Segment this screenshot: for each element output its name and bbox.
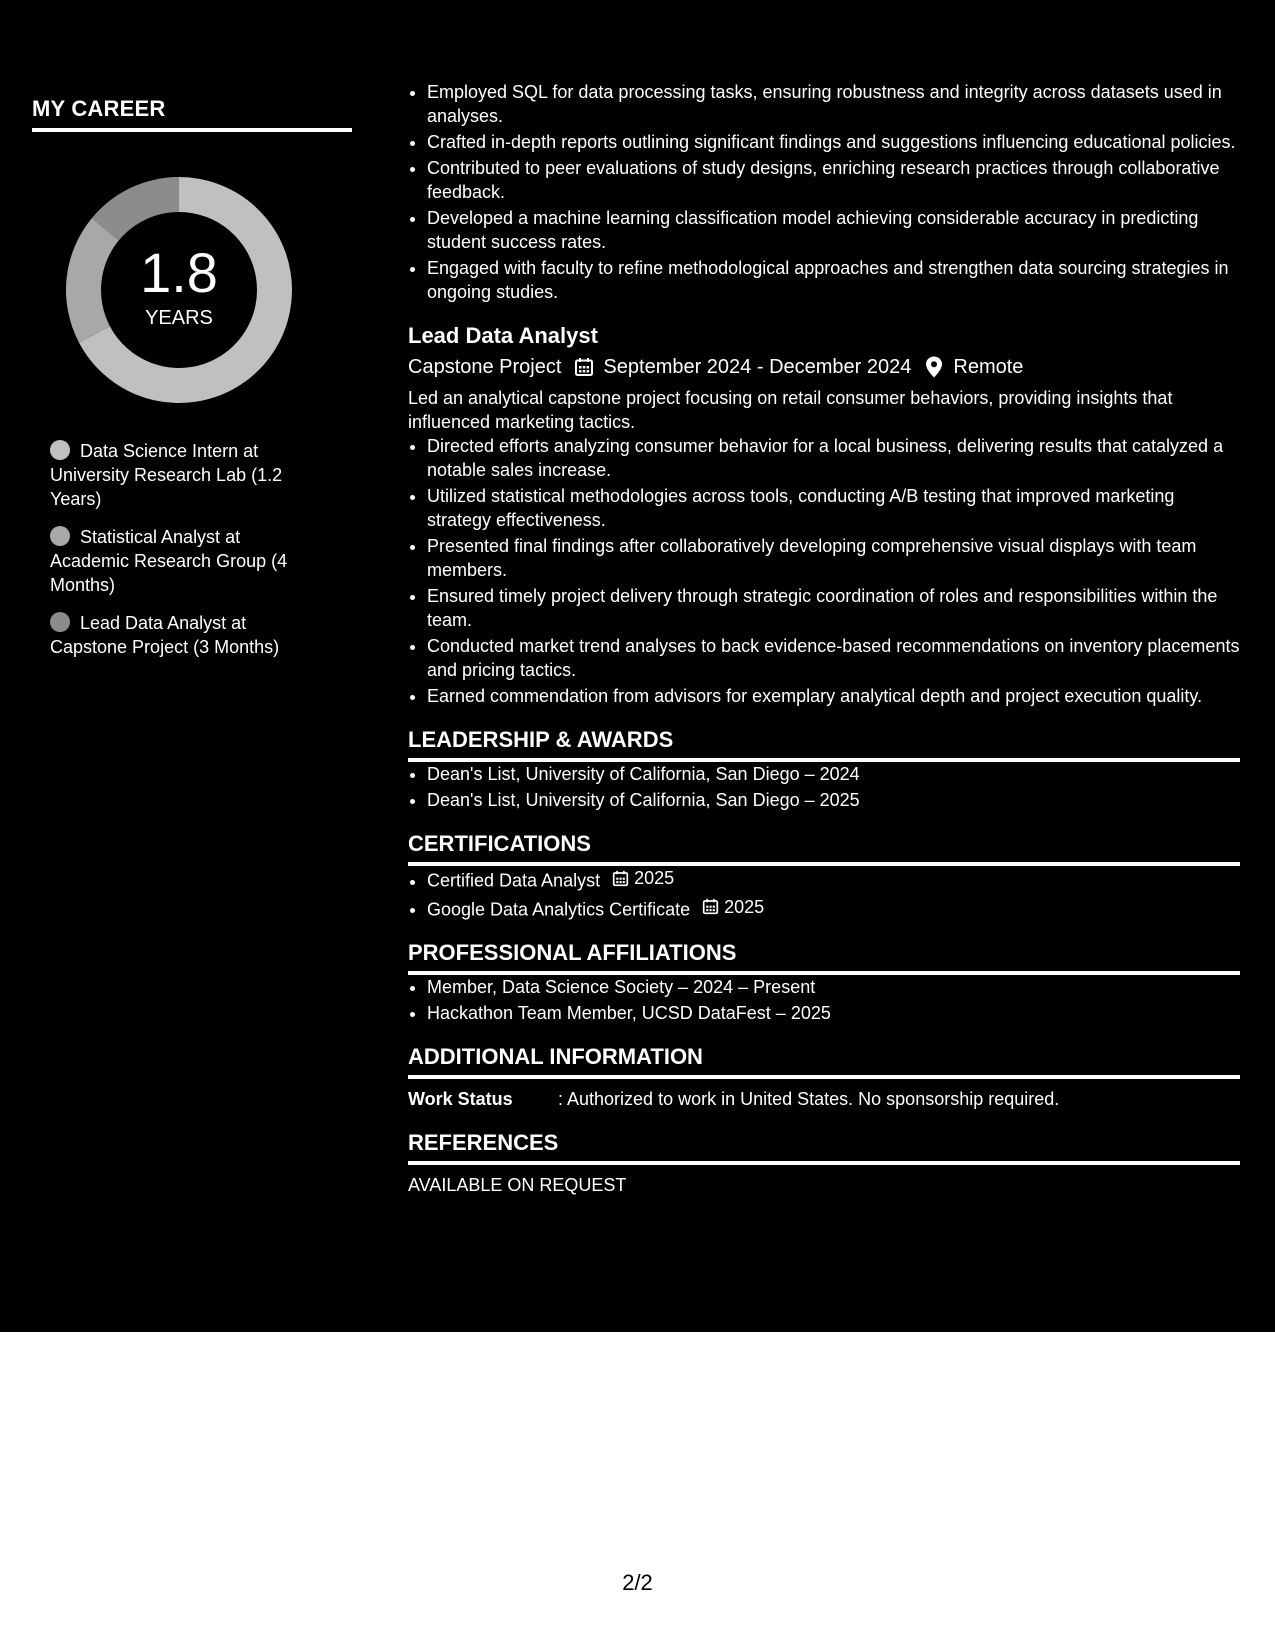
- legend-item: [50, 525, 320, 597]
- list-item: • Utilized statistical methodologies across tools, conducting A/B testing that improved marketing strategy effectiveness.: [427, 484, 1240, 532]
- list-item: • Employed SQL for data processing tasks, ensuring robustness and integrity across datasets used in analyses.: [427, 80, 1240, 128]
- section-heading-certifications: CERTIFICATIONS: [408, 830, 1240, 866]
- job-dates: September 2024 - December 2024: [603, 356, 912, 378]
- list-item: • Crafted in-depth reports outlining significant findings and suggestions influencing educational policies.: [427, 130, 1240, 154]
- cert-name: Google Data Analytics Certificate: [427, 899, 691, 919]
- career-total-value: 1.8: [140, 240, 218, 304]
- career-title: MY CAREER: [32, 96, 352, 132]
- list-item: • Conducted market trend analyses to back evidence-based recommendations on inventory placements and pricing tactics.: [427, 634, 1240, 682]
- cert-name: Certified Data Analyst: [427, 870, 601, 891]
- list-item: • Member, Data Science Society – 2024 – Present: [427, 975, 1240, 999]
- career-donut-chart: [66, 177, 292, 403]
- legend-item: [50, 611, 320, 659]
- career-total-unit: YEARS: [145, 306, 213, 329]
- career-legend: [50, 439, 320, 659]
- legend-label: Statistical Analyst at Academic Research Group (4 Months): [50, 527, 288, 595]
- certifications-list: [408, 866, 1240, 921]
- section-heading-additional: ADDITIONAL INFORMATION: [408, 1043, 1240, 1079]
- list-item: • Presented final findings after collaboratively developing comprehensive visual displays with team members.: [427, 534, 1240, 582]
- job-title: Lead Data Analyst: [408, 323, 598, 348]
- calendar-icon: [612, 869, 630, 887]
- references-text: AVAILABLE ON REQUEST: [408, 1175, 627, 1195]
- legend-dot-icon: [50, 526, 70, 546]
- main-content: [408, 80, 1240, 1197]
- work-status-value: : Authorized to work in United States. No sponsorship required.: [558, 1089, 1060, 1109]
- list-item: [427, 866, 1240, 893]
- list-item: • Hackathon Team Member, UCSD DataFest – 2025: [427, 1001, 1240, 1025]
- list-item: • Engaged with faculty to refine methodological approaches and strengthen data sourcing strategies in ongoing studies.: [427, 256, 1240, 304]
- section-heading-affiliations: PROFESSIONAL AFFILIATIONS: [408, 939, 1240, 975]
- legend-label: Data Science Intern at University Research Lab (1.2 Years): [50, 441, 283, 509]
- list-item: • Earned commendation from advisors for exemplary analytical depth and project execution quality.: [427, 684, 1240, 708]
- list-item: • Directed efforts analyzing consumer behavior for a local business, delivering results that catalyzed a notable sales increase.: [427, 434, 1240, 482]
- career-sidebar: [32, 96, 352, 673]
- prev-job-bullets: [408, 80, 1240, 304]
- location-pin-icon: [923, 356, 945, 378]
- section-heading-awards: LEADERSHIP & AWARDS: [408, 726, 1240, 762]
- list-item: • Dean's List, University of California, San Diego – 2024: [427, 762, 1240, 786]
- legend-item: [50, 439, 320, 511]
- work-status-label: Work Status: [408, 1089, 513, 1109]
- calendar-icon: [702, 898, 720, 916]
- section-heading-references: REFERENCES: [408, 1129, 1240, 1165]
- job-meta: [408, 354, 1240, 380]
- list-item: • Contributed to peer evaluations of study designs, enriching research practices through collaborative feedback.: [427, 156, 1240, 204]
- calendar-icon: [573, 356, 595, 378]
- cert-year: 2025: [634, 868, 675, 888]
- job-bullets: [408, 434, 1240, 708]
- legend-label: Lead Data Analyst at Capstone Project (3 Months): [50, 613, 280, 657]
- job-company: Capstone Project: [408, 356, 562, 378]
- list-item: [427, 895, 1240, 922]
- page-number: 2/2: [622, 1570, 653, 1595]
- job-summary: Led an analytical capstone project focusing on retail consumer behaviors, providing insights that influenced marketing tactics.: [408, 388, 1173, 432]
- donut-center: [66, 177, 292, 403]
- awards-list: [408, 762, 1240, 812]
- legend-dot-icon: [50, 440, 70, 460]
- list-item: • Dean's List, University of California, San Diego – 2025: [427, 788, 1240, 812]
- list-item: • Ensured timely project delivery through strategic coordination of roles and responsibilities within the team.: [427, 584, 1240, 632]
- affiliations-list: [408, 975, 1240, 1025]
- work-status-row: [408, 1087, 1240, 1111]
- job-location: Remote: [953, 356, 1024, 378]
- list-item: • Developed a machine learning classification model achieving considerable accuracy in predicting student success rates.: [427, 206, 1240, 254]
- legend-dot-icon: [50, 612, 70, 632]
- cert-year: 2025: [724, 896, 765, 917]
